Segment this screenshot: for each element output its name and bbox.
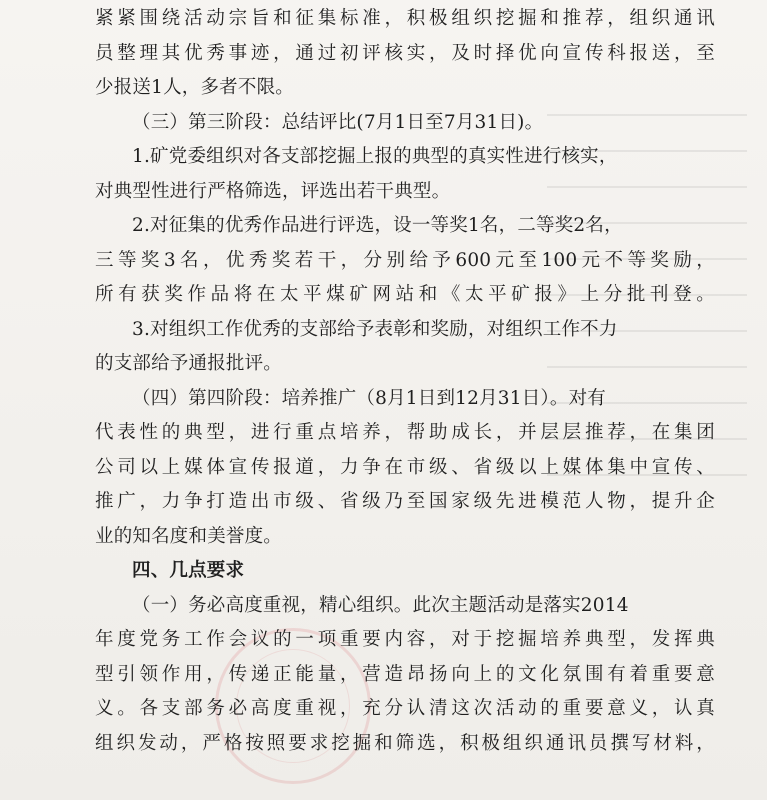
section-heading-stage-3: （三）第三阶段：总结评比(7月1日至7月31日)。 bbox=[132, 111, 544, 133]
text-line: 对典型性进行严格筛选，评选出若干典型。 bbox=[95, 180, 451, 202]
text-line: 3.对组织工作优秀的支部给予表彰和奖励，对组织工作不力 bbox=[132, 318, 618, 340]
text-line: 三等奖3名，优秀奖若干，分别给予600元至100元不等奖励， bbox=[95, 249, 715, 271]
text-line: 义。各支部务必高度重视，充分认清这次活动的重要意义，认真 bbox=[95, 698, 715, 719]
text-line: 所有获奖作品将在太平煤矿网站和《太平矿报》上分批刊登。 bbox=[95, 284, 715, 305]
text-line: 少报送1人，多者不限。 bbox=[95, 77, 294, 98]
text-line: 员整理其优秀事迹，通过初评核实，及时择优向宣传科报送，至 bbox=[95, 42, 715, 64]
section-heading-stage-4: （四）第四阶段：培养推广（8月1日到12月31日）。对有 bbox=[132, 387, 606, 409]
text-line: 的支部给予通报批评。 bbox=[95, 353, 283, 374]
text-line: （一）务必高度重视，精心组织。此次主题活动是落实2014 bbox=[132, 594, 629, 616]
text-line: 组织发动，严格按照要求挖掘和筛选，积极组织通讯员撰写材料， bbox=[95, 732, 715, 754]
text-line: 1.矿党委组织对各支部挖掘上报的典型的真实性进行核实， bbox=[132, 146, 618, 167]
document-body bbox=[95, 2, 715, 761]
text-line: 代表性的典型，进行重点培养，帮助成长，并层层推荐，在集团 bbox=[95, 422, 715, 443]
text-line: 2.对征集的优秀作品进行评选，设一等奖1名，二等奖2名， bbox=[132, 215, 623, 236]
text-line: 型引领作用，传递正能量，营造昂扬向上的文化氛围有着重要意 bbox=[95, 663, 715, 685]
section-heading-requirements: 四、几点要求 bbox=[132, 560, 245, 581]
text-line: 年度党务工作会议的一项重要内容，对于挖掘培养典型，发挥典 bbox=[95, 629, 715, 650]
text-line: 推广，力争打造出市级、省级乃至国家级先进模范人物，提升企 bbox=[95, 491, 715, 512]
text-line: 公司以上媒体宣传报道，力争在市级、省级以上媒体集中宣传、 bbox=[95, 456, 715, 478]
text-line: 业的知名度和美誉度。 bbox=[95, 525, 283, 547]
text-line: 紧紧围绕活动宗旨和征集标准，积极组织挖掘和推荐，组织通讯 bbox=[95, 8, 715, 29]
